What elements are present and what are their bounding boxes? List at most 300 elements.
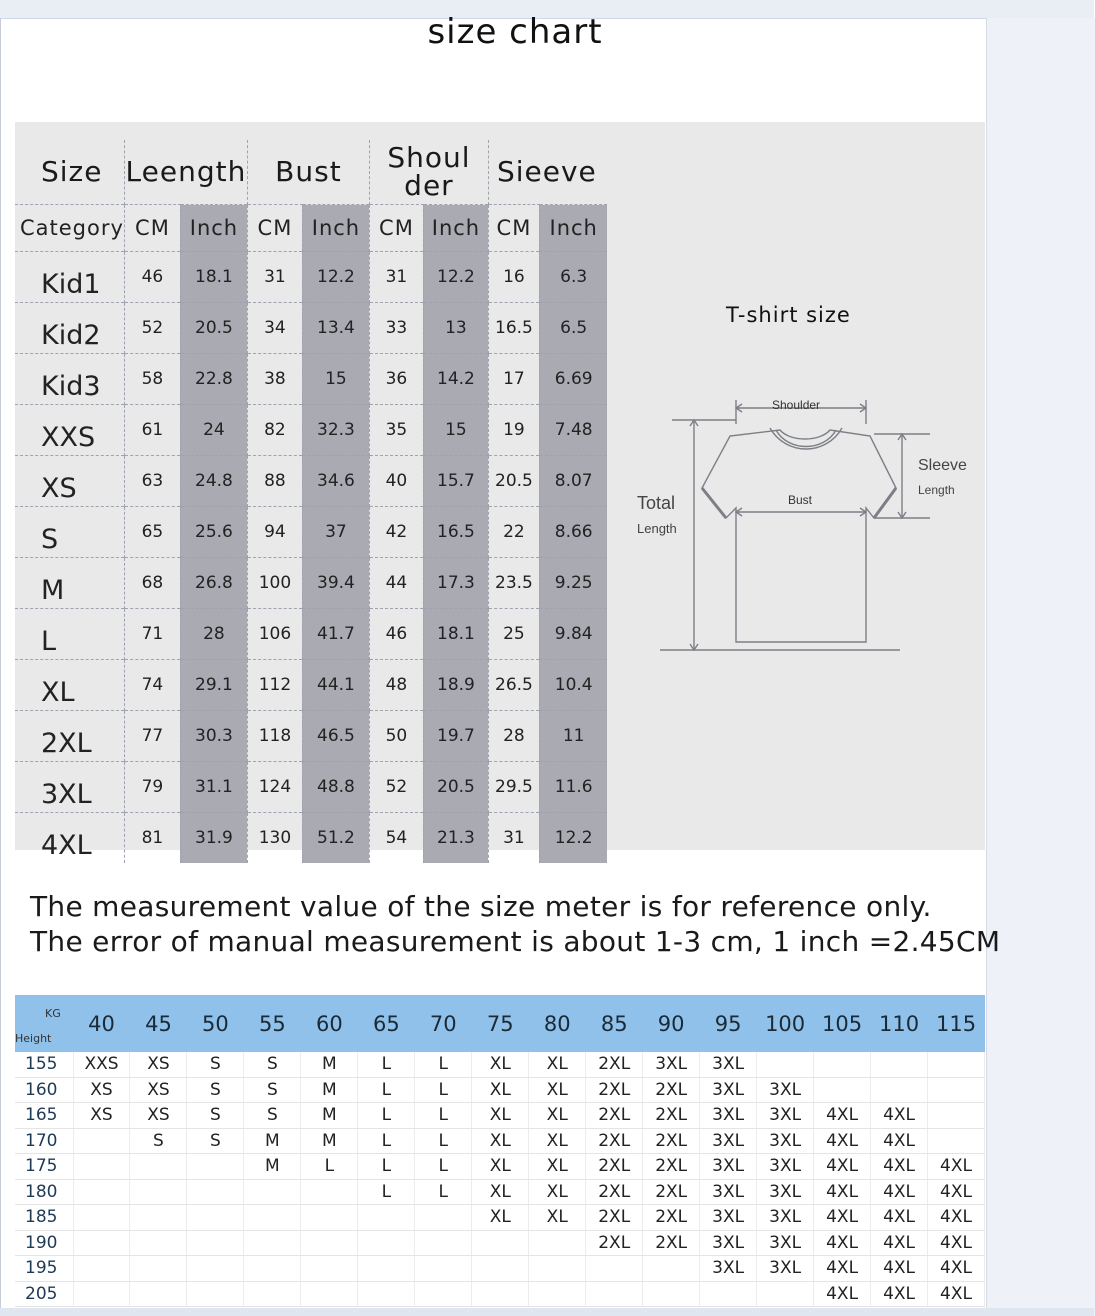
- unit-cm: CM: [247, 205, 302, 252]
- cm-value: 46: [369, 609, 423, 660]
- size-cell: [415, 1230, 472, 1256]
- size-cell: [187, 1179, 244, 1205]
- height-value: 205: [15, 1281, 73, 1307]
- size-cell: [130, 1154, 187, 1180]
- cm-value: 46: [124, 252, 180, 303]
- size-cell: [244, 1230, 301, 1256]
- size-label: XXS: [15, 405, 124, 456]
- inch-value: 12.2: [423, 252, 488, 303]
- size-cell: S: [187, 1077, 244, 1103]
- cm-value: 106: [247, 609, 302, 660]
- size-cell: M: [244, 1154, 301, 1180]
- cm-value: 44: [369, 558, 423, 609]
- inch-value: 6.3: [539, 252, 607, 303]
- size-cell: L: [358, 1179, 415, 1205]
- inch-value: 19.7: [423, 711, 488, 762]
- unit-inch: Inch: [423, 205, 488, 252]
- weight-header: 50: [187, 995, 244, 1052]
- height-value: 180: [15, 1179, 73, 1205]
- cm-value: 33: [369, 303, 423, 354]
- size-cell: 3XL: [700, 1179, 757, 1205]
- height-label: Height: [15, 1032, 52, 1045]
- size-cell: M: [301, 1052, 358, 1077]
- size-cell: XL: [529, 1205, 586, 1231]
- inch-value: 39.4: [302, 558, 369, 609]
- cm-value: 28: [488, 711, 539, 762]
- cm-value: 58: [124, 354, 180, 405]
- size-cell: XS: [73, 1103, 130, 1129]
- size-cell: 3XL: [700, 1128, 757, 1154]
- size-cell: [130, 1281, 187, 1307]
- size-cell: [73, 1128, 130, 1154]
- cm-value: 79: [124, 762, 180, 813]
- size-cell: [415, 1256, 472, 1282]
- size-cell: S: [187, 1103, 244, 1129]
- weight-header: 110: [871, 995, 928, 1052]
- cm-value: 52: [369, 762, 423, 813]
- size-cell: [586, 1281, 643, 1307]
- size-cell: 3XL: [643, 1052, 700, 1077]
- size-row: [15, 252, 607, 303]
- size-cell: [301, 1205, 358, 1231]
- size-cell: 2XL: [643, 1077, 700, 1103]
- weight-header: 40: [73, 995, 130, 1052]
- size-cell: 4XL: [871, 1103, 928, 1129]
- size-label: Kid1: [15, 252, 124, 303]
- inch-value: 48.8: [302, 762, 369, 813]
- kg-label: KG: [45, 1007, 61, 1020]
- size-cell: 2XL: [586, 1103, 643, 1129]
- size-cell: XL: [529, 1179, 586, 1205]
- size-cell: 4XL: [928, 1179, 985, 1205]
- size-cell: XL: [472, 1128, 529, 1154]
- cm-value: 29.5: [488, 762, 539, 813]
- inch-value: 46.5: [302, 711, 369, 762]
- size-cell: XL: [472, 1077, 529, 1103]
- size-cell: [472, 1256, 529, 1282]
- size-label: Kid3: [15, 354, 124, 405]
- inch-value: 13: [423, 303, 488, 354]
- header-bust: Bust: [247, 140, 369, 205]
- cm-value: 16.5: [488, 303, 539, 354]
- size-cell: [643, 1256, 700, 1282]
- weight-header: 45: [130, 995, 187, 1052]
- size-cell: [358, 1256, 415, 1282]
- size-cell: 3XL: [700, 1103, 757, 1129]
- inch-value: 24: [180, 405, 247, 456]
- inch-value: 12.2: [539, 813, 607, 864]
- size-row: [15, 660, 607, 711]
- inch-value: 10.4: [539, 660, 607, 711]
- bust-label: Bust: [788, 493, 813, 507]
- inch-value: 16.5: [423, 507, 488, 558]
- size-row: [15, 813, 607, 864]
- size-label: S: [15, 507, 124, 558]
- category-label: Category: [15, 205, 124, 252]
- cm-value: 16: [488, 252, 539, 303]
- size-cell: 3XL: [700, 1154, 757, 1180]
- size-cell: 2XL: [643, 1128, 700, 1154]
- cm-value: 48: [369, 660, 423, 711]
- size-cell: 3XL: [700, 1052, 757, 1077]
- height-value: 160: [15, 1077, 73, 1103]
- size-cell: 4XL: [871, 1230, 928, 1256]
- cm-value: 19: [488, 405, 539, 456]
- size-cell: [928, 1103, 985, 1129]
- cm-value: 31: [488, 813, 539, 864]
- header-sleeve: Sieeve: [496, 155, 597, 188]
- inch-value: 26.8: [180, 558, 247, 609]
- size-cell: [130, 1205, 187, 1231]
- size-cell: 2XL: [586, 1077, 643, 1103]
- inch-value: 15.7: [423, 456, 488, 507]
- header-shoulder: Shoul der: [369, 140, 488, 205]
- cm-value: 88: [247, 456, 302, 507]
- size-cell: L: [415, 1103, 472, 1129]
- size-label: 3XL: [15, 762, 124, 813]
- total-length-label: Length: [637, 521, 677, 536]
- cm-value: 23.5: [488, 558, 539, 609]
- size-row: [15, 507, 607, 558]
- note-error: The error of manual measurement is about 1-3 cm, 1 inch =2.45CM: [30, 925, 1001, 958]
- inch-value: 18.1: [423, 609, 488, 660]
- inch-value: 30.3: [180, 711, 247, 762]
- inch-value: 14.2: [423, 354, 488, 405]
- weight-header: 95: [700, 995, 757, 1052]
- cm-value: 42: [369, 507, 423, 558]
- size-cell: [814, 1077, 871, 1103]
- size-cell: XS: [130, 1052, 187, 1077]
- size-cell: [415, 1281, 472, 1307]
- unit-cm: CM: [488, 205, 539, 252]
- header-size: Size: [15, 140, 124, 205]
- size-cell: 3XL: [757, 1077, 814, 1103]
- weight-header: 105: [814, 995, 871, 1052]
- inch-value: 51.2: [302, 813, 369, 864]
- recommendation-row: [15, 1256, 985, 1282]
- inch-value: 15: [302, 354, 369, 405]
- height-value: 175: [15, 1154, 73, 1180]
- size-cell: L: [415, 1077, 472, 1103]
- size-cell: 2XL: [586, 1052, 643, 1077]
- weight-header: 115: [928, 995, 985, 1052]
- cm-value: 17: [488, 354, 539, 405]
- size-cell: 4XL: [928, 1205, 985, 1231]
- size-cell: 4XL: [928, 1154, 985, 1180]
- recommendation-row: [15, 1077, 985, 1103]
- cm-value: 82: [247, 405, 302, 456]
- size-cell: [130, 1179, 187, 1205]
- size-cell: L: [358, 1128, 415, 1154]
- cm-value: 26.5: [488, 660, 539, 711]
- size-cell: 3XL: [757, 1256, 814, 1282]
- size-cell: [187, 1281, 244, 1307]
- bottom-bar: [0, 1308, 1094, 1316]
- inch-value: 28: [180, 609, 247, 660]
- cm-value: 81: [124, 813, 180, 864]
- size-cell: [73, 1281, 130, 1307]
- size-label: Kid2: [15, 303, 124, 354]
- inch-value: 6.5: [539, 303, 607, 354]
- inch-value: 31.1: [180, 762, 247, 813]
- cm-value: 34: [247, 303, 302, 354]
- weight-header: 70: [415, 995, 472, 1052]
- size-cell: XL: [529, 1052, 586, 1077]
- size-cell: [130, 1256, 187, 1282]
- cm-value: 40: [369, 456, 423, 507]
- cm-value: 94: [247, 507, 302, 558]
- size-cell: 2XL: [643, 1179, 700, 1205]
- size-cell: 2XL: [586, 1179, 643, 1205]
- size-cell: [586, 1256, 643, 1282]
- size-cell: 3XL: [757, 1205, 814, 1231]
- size-cell: 4XL: [814, 1230, 871, 1256]
- size-cell: 4XL: [814, 1128, 871, 1154]
- size-cell: [187, 1256, 244, 1282]
- unit-inch: Inch: [302, 205, 369, 252]
- size-cell: L: [358, 1052, 415, 1077]
- size-cell: L: [415, 1052, 472, 1077]
- recommendation-row: [15, 1128, 985, 1154]
- size-table: [15, 140, 607, 863]
- size-label: 4XL: [15, 813, 124, 864]
- size-cell: [301, 1230, 358, 1256]
- cm-value: 50: [369, 711, 423, 762]
- inch-value: 8.66: [539, 507, 607, 558]
- recommendation-row: [15, 1103, 985, 1129]
- size-cell: L: [358, 1077, 415, 1103]
- height-value: 195: [15, 1256, 73, 1282]
- cm-value: 71: [124, 609, 180, 660]
- unit-cm: CM: [124, 205, 180, 252]
- size-label: 2XL: [15, 711, 124, 762]
- size-cell: 2XL: [586, 1205, 643, 1231]
- sleeve-label: Sleeve: [918, 457, 967, 474]
- inch-value: 11: [539, 711, 607, 762]
- size-cell: [928, 1052, 985, 1077]
- inch-value: 34.6: [302, 456, 369, 507]
- size-row: [15, 354, 607, 405]
- size-cell: 3XL: [757, 1154, 814, 1180]
- size-cell: [244, 1256, 301, 1282]
- inch-value: 12.2: [302, 252, 369, 303]
- cm-value: 20.5: [488, 456, 539, 507]
- size-cell: 4XL: [814, 1179, 871, 1205]
- height-value: 170: [15, 1128, 73, 1154]
- inch-value: 15: [423, 405, 488, 456]
- size-cell: XL: [529, 1128, 586, 1154]
- size-cell: [73, 1230, 130, 1256]
- inch-value: 32.3: [302, 405, 369, 456]
- cm-value: 63: [124, 456, 180, 507]
- size-cell: 4XL: [871, 1205, 928, 1231]
- size-cell: [130, 1230, 187, 1256]
- size-cell: 3XL: [700, 1077, 757, 1103]
- size-cell: L: [415, 1179, 472, 1205]
- size-label: L: [15, 609, 124, 660]
- size-cell: [757, 1281, 814, 1307]
- size-cell: [187, 1154, 244, 1180]
- inch-value: 7.48: [539, 405, 607, 456]
- size-cell: XS: [73, 1077, 130, 1103]
- size-cell: XL: [472, 1154, 529, 1180]
- size-row: [15, 405, 607, 456]
- unit-cm: CM: [369, 205, 423, 252]
- diagram-title: T-shirt size: [726, 303, 851, 327]
- cm-value: 74: [124, 660, 180, 711]
- cm-value: 31: [369, 252, 423, 303]
- cm-value: 112: [247, 660, 302, 711]
- recommendation-row: [15, 1281, 985, 1307]
- size-cell: 2XL: [586, 1154, 643, 1180]
- tshirt-outline: [702, 430, 896, 642]
- size-cell: L: [301, 1154, 358, 1180]
- inch-value: 9.84: [539, 609, 607, 660]
- size-cell: [73, 1179, 130, 1205]
- note-reference: The measurement value of the size meter is for reference only.: [30, 890, 932, 923]
- inch-value: 22.8: [180, 354, 247, 405]
- size-cell: [529, 1256, 586, 1282]
- weight-header: 65: [358, 995, 415, 1052]
- size-cell: XL: [529, 1103, 586, 1129]
- inch-value: 9.25: [539, 558, 607, 609]
- weight-header: 90: [643, 995, 700, 1052]
- size-cell: M: [301, 1103, 358, 1129]
- cm-value: 130: [247, 813, 302, 864]
- inch-value: 37: [302, 507, 369, 558]
- cm-value: 100: [247, 558, 302, 609]
- inch-value: 24.8: [180, 456, 247, 507]
- size-cell: 2XL: [586, 1230, 643, 1256]
- size-row: [15, 762, 607, 813]
- weight-header: 80: [529, 995, 586, 1052]
- total-label: Total: [637, 493, 676, 513]
- size-cell: XL: [472, 1179, 529, 1205]
- size-cell: [73, 1154, 130, 1180]
- size-cell: [301, 1179, 358, 1205]
- size-row: [15, 609, 607, 660]
- size-row: [15, 456, 607, 507]
- size-cell: [928, 1128, 985, 1154]
- size-cell: L: [415, 1128, 472, 1154]
- cm-value: 118: [247, 711, 302, 762]
- size-cell: [358, 1205, 415, 1231]
- size-cell: [928, 1077, 985, 1103]
- size-cell: L: [358, 1154, 415, 1180]
- size-cell: XL: [529, 1154, 586, 1180]
- cm-value: 61: [124, 405, 180, 456]
- inch-value: 18.1: [180, 252, 247, 303]
- recommendation-row: [15, 1154, 985, 1180]
- weight-header: 60: [301, 995, 358, 1052]
- size-cell: 4XL: [871, 1256, 928, 1282]
- size-cell: XL: [472, 1052, 529, 1077]
- size-cell: L: [415, 1154, 472, 1180]
- shoulder-label: Shoulder: [772, 398, 821, 412]
- size-cell: 4XL: [814, 1103, 871, 1129]
- cm-value: 22: [488, 507, 539, 558]
- weight-header: 100: [757, 995, 814, 1052]
- inch-value: 17.3: [423, 558, 488, 609]
- left-border: [0, 18, 1, 1308]
- cm-value: 65: [124, 507, 180, 558]
- recommendation-row: [15, 1052, 985, 1077]
- inch-value: 11.6: [539, 762, 607, 813]
- cm-value: 25: [488, 609, 539, 660]
- cm-value: 124: [247, 762, 302, 813]
- cm-value: 38: [247, 354, 302, 405]
- unit-inch: Inch: [539, 205, 607, 252]
- inch-value: 18.9: [423, 660, 488, 711]
- size-cell: XS: [130, 1077, 187, 1103]
- size-cell: [529, 1230, 586, 1256]
- size-row: [15, 303, 607, 354]
- size-cell: 2XL: [643, 1103, 700, 1129]
- inch-value: 8.07: [539, 456, 607, 507]
- size-cell: [187, 1230, 244, 1256]
- cm-value: 52: [124, 303, 180, 354]
- size-cell: S: [244, 1077, 301, 1103]
- size-label: M: [15, 558, 124, 609]
- tshirt-diagram: [630, 390, 967, 660]
- size-label: XL: [15, 660, 124, 711]
- size-cell: S: [187, 1128, 244, 1154]
- weight-header: 75: [472, 995, 529, 1052]
- size-cell: 4XL: [814, 1154, 871, 1180]
- inch-value: 31.9: [180, 813, 247, 864]
- size-cell: [301, 1256, 358, 1282]
- size-cell: [358, 1281, 415, 1307]
- weight-header: 55: [244, 995, 301, 1052]
- recommendation-row: [15, 1205, 985, 1231]
- size-cell: XL: [529, 1077, 586, 1103]
- size-cell: [757, 1052, 814, 1077]
- size-cell: 3XL: [757, 1230, 814, 1256]
- size-cell: S: [244, 1103, 301, 1129]
- unit-inch: Inch: [180, 205, 247, 252]
- recommendation-row: [15, 1230, 985, 1256]
- size-cell: [814, 1052, 871, 1077]
- size-cell: 3XL: [757, 1103, 814, 1129]
- inch-value: 21.3: [423, 813, 488, 864]
- size-cell: [73, 1256, 130, 1282]
- cm-value: 77: [124, 711, 180, 762]
- size-cell: M: [244, 1128, 301, 1154]
- height-value: 185: [15, 1205, 73, 1231]
- size-row: [15, 711, 607, 762]
- size-cell: 3XL: [700, 1205, 757, 1231]
- size-cell: 2XL: [643, 1205, 700, 1231]
- height-value: 190: [15, 1230, 73, 1256]
- size-cell: M: [301, 1128, 358, 1154]
- page-title: size chart: [427, 12, 603, 52]
- size-recommendation-table: [15, 995, 985, 1307]
- size-cell: [244, 1205, 301, 1231]
- inch-value: 44.1: [302, 660, 369, 711]
- size-cell: 4XL: [814, 1256, 871, 1282]
- inch-value: 41.7: [302, 609, 369, 660]
- inch-value: 20.5: [423, 762, 488, 813]
- corner-cell: [15, 995, 73, 1052]
- height-value: 155: [15, 1052, 73, 1077]
- cm-value: 68: [124, 558, 180, 609]
- size-cell: 4XL: [814, 1281, 871, 1307]
- size-cell: 2XL: [643, 1230, 700, 1256]
- inch-value: 25.6: [180, 507, 247, 558]
- size-cell: 3XL: [700, 1230, 757, 1256]
- inch-value: 13.4: [302, 303, 369, 354]
- size-cell: 4XL: [871, 1128, 928, 1154]
